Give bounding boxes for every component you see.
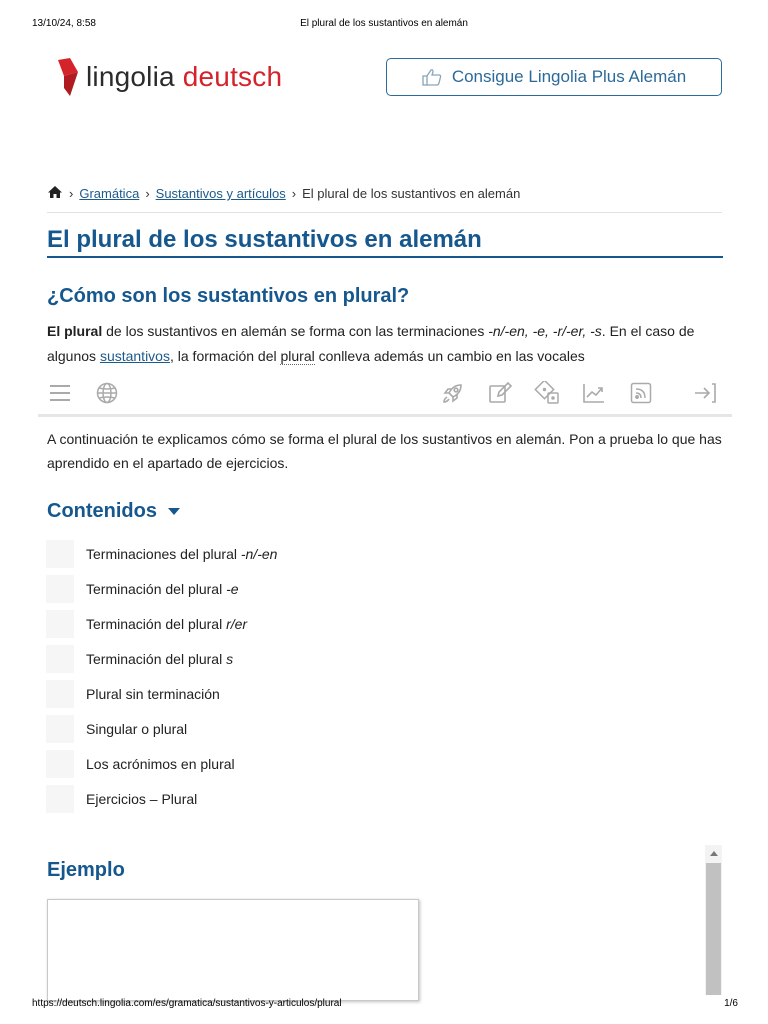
toc-item[interactable]: Ejercicios – Plural: [46, 781, 277, 816]
scrollbar[interactable]: [705, 845, 722, 995]
home-icon[interactable]: [47, 185, 63, 202]
intro-heading: ¿Cómo son los sustantivos en plural?: [47, 285, 410, 307]
globe-icon[interactable]: [94, 380, 120, 406]
rss-icon[interactable]: [628, 380, 654, 406]
edit-icon[interactable]: [487, 380, 513, 406]
explanation-paragraph: A continuación te explicamos cómo se forma el plural de los sustantivos en alemán. Pon a prueba lo que has aprendido en el apartado de ejercicios.: [47, 431, 722, 471]
toc-thumbnail: [46, 645, 74, 673]
scrollbar-thumb[interactable]: [706, 863, 721, 995]
print-page-number: 1/6: [724, 998, 738, 1009]
toc-thumbnail: [46, 785, 74, 813]
print-doc-title: El plural de los sustantivos en alemán: [300, 18, 468, 29]
toc-item[interactable]: Terminación del plural -e: [46, 571, 277, 606]
print-url: https://deutsch.lingolia.com/es/gramatica/sustantivos-y-articulos/plural: [32, 998, 342, 1009]
plural-glossary-term[interactable]: plural: [280, 348, 315, 364]
breadcrumb: [47, 185, 722, 213]
toc-thumbnail: [46, 750, 74, 778]
toc-thumbnail: [46, 540, 74, 568]
toc-list: [46, 536, 277, 816]
dice-icon[interactable]: [534, 380, 560, 406]
print-footer: [0, 998, 768, 1024]
breadcrumb-current: El plural de los sustantivos en alemán: [302, 186, 521, 201]
stats-icon[interactable]: [581, 380, 607, 406]
toc-thumbnail: [46, 610, 74, 638]
toc-item[interactable]: Terminaciones del plural -n/-en: [46, 536, 277, 571]
toc-item[interactable]: Singular o plural: [46, 711, 277, 746]
rocket-icon[interactable]: [440, 380, 466, 406]
lingolia-plus-button[interactable]: [386, 58, 722, 96]
toc-item[interactable]: Terminación del plural s: [46, 641, 277, 676]
site-logo[interactable]: [58, 58, 282, 96]
print-header: [0, 0, 768, 28]
breadcrumb-sustantivos[interactable]: Sustantivos y artículos: [155, 186, 286, 201]
toc-thumbnail: [46, 680, 74, 708]
toc-item[interactable]: Los acrónimos en plural: [46, 746, 277, 781]
toc-heading[interactable]: Contenidos: [47, 500, 181, 523]
page-title: El plural de los sustantivos en alemán: [47, 226, 723, 258]
breadcrumb-gramatica[interactable]: Gramática: [79, 186, 140, 201]
print-date: 13/10/24, 8:58: [32, 18, 96, 29]
toc-item[interactable]: Terminación del plural r/er: [46, 606, 277, 641]
toc-thumbnail: [46, 715, 74, 743]
login-icon[interactable]: [692, 380, 718, 406]
page-toolbar: [38, 374, 732, 417]
breadcrumb-separator: ›: [69, 186, 74, 201]
intro-paragraph: El plural de los sustantivos en alemán se forma con las terminaciones -n/-en, -e, -r/-er, -s. En el caso de algunos sustantivos, la formación del plural conlleva además un cambio en las vocales: [47, 323, 695, 364]
toc-item[interactable]: Plural sin terminación: [46, 676, 277, 711]
menu-icon[interactable]: [47, 380, 73, 406]
caret-down-icon: [167, 507, 181, 516]
plus-button-label: Consigue Lingolia Plus Alemán: [451, 67, 687, 86]
lingolia-flag-icon: [58, 58, 78, 96]
example-box: [47, 899, 419, 1001]
breadcrumb-separator: ›: [291, 186, 297, 201]
example-heading: Ejemplo: [47, 859, 125, 881]
toc-thumbnail: [46, 575, 74, 603]
breadcrumb-separator: ›: [145, 186, 150, 201]
sustantivos-link[interactable]: sustantivos: [99, 348, 170, 364]
scroll-up-icon[interactable]: [705, 845, 722, 861]
thumbs-up-icon: [422, 68, 442, 86]
brand-name: lingolia deutsch: [86, 61, 283, 92]
